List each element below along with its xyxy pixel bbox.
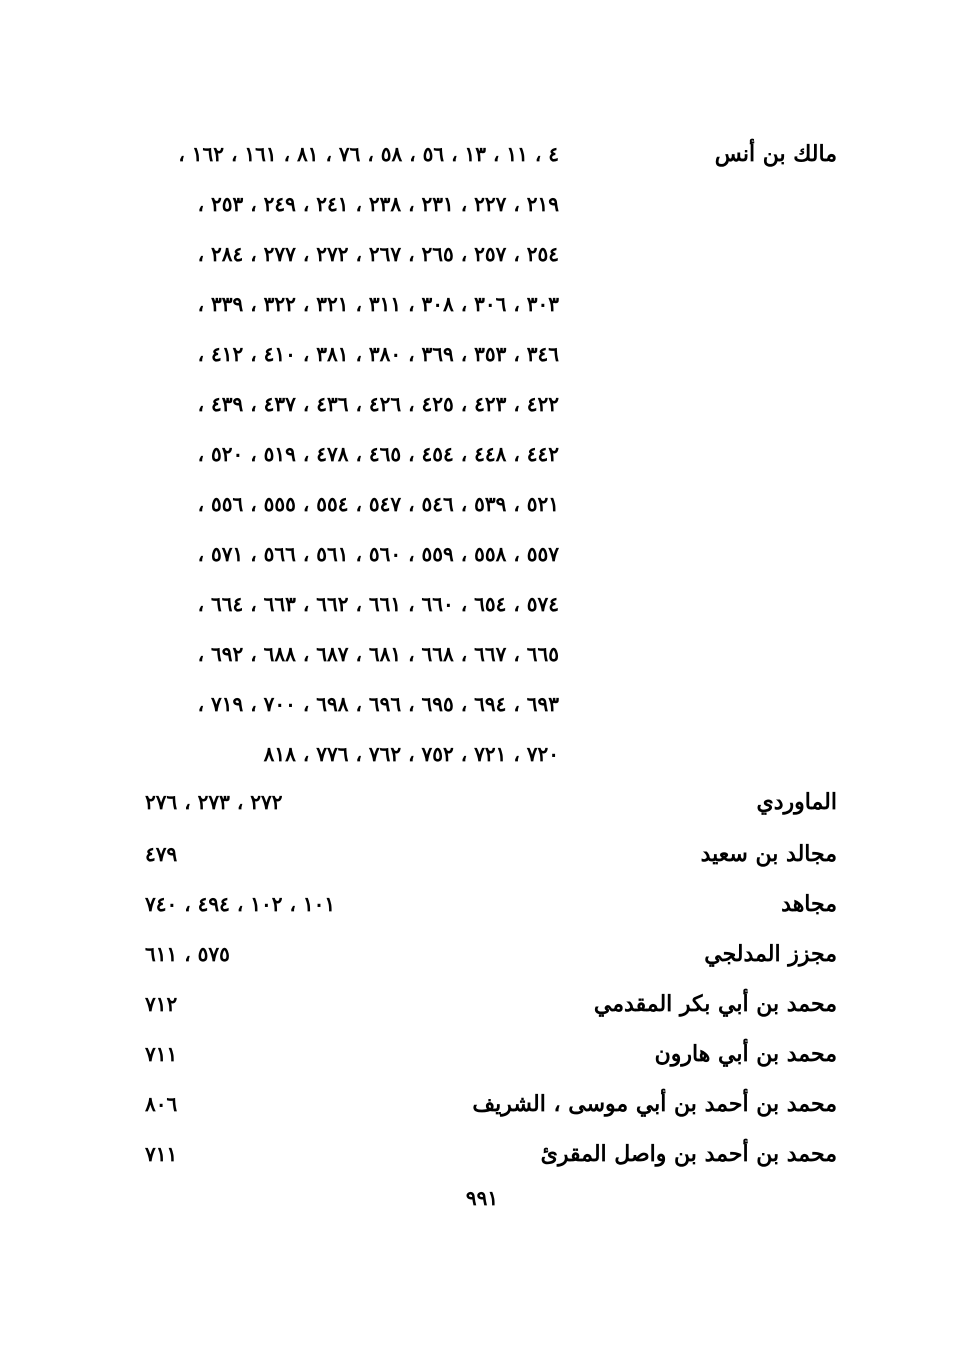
entry-references bbox=[145, 1089, 177, 1139]
reference-line: ٧١٢ bbox=[145, 992, 178, 1016]
entry-name: محمد بن أحمد بن واصل المقرئ bbox=[540, 1141, 837, 1167]
reference-line: ٤٤٢ ، ٤٤٨ ، ٤٥٤ ، ٤٦٥ ، ٤٧٨ ، ٥١٩ ، ٥٢٠ ، bbox=[197, 442, 559, 466]
reference-line: ٤ ، ١١ ، ١٣ ، ٥٦ ، ٥٨ ، ٧٦ ، ٨١ ، ١٦١ ، ١٦٢ ، bbox=[178, 142, 559, 166]
reference-line: ١٠١ ، ١٠٢ ، ٤٩٤ ، ٧٤٠ bbox=[145, 892, 336, 916]
entry-name: مالك بن أنس bbox=[714, 141, 837, 167]
reference-line: ٧١١ bbox=[145, 1142, 178, 1166]
reference-line: ٥٥٧ ، ٥٥٨ ، ٥٥٩ ، ٥٦٠ ، ٥٦١ ، ٥٦٦ ، ٥٧١ ، bbox=[197, 542, 559, 566]
reference-line: ٥٧٤ ، ٦٥٤ ، ٦٦٠ ، ٦٦١ ، ٦٦٢ ، ٦٦٣ ، ٦٦٤ ، bbox=[197, 592, 559, 616]
entry-references bbox=[145, 1039, 177, 1089]
reference-line: ٣٠٣ ، ٣٠٦ ، ٣٠٨ ، ٣١١ ، ٣٢١ ، ٣٢٢ ، ٣٣٩ ، bbox=[197, 292, 559, 316]
reference-line: ٤٧٩ bbox=[145, 842, 178, 866]
entry-references bbox=[145, 787, 282, 837]
entry-references bbox=[145, 1139, 177, 1189]
reference-line: ٢٧٢ ، ٢٧٣ ، ٢٧٦ bbox=[145, 790, 283, 814]
reference-line: ٧١١ bbox=[145, 1042, 178, 1066]
entry-name: مجاهد bbox=[781, 891, 837, 917]
entry-name: محمد بن أحمد بن أبي موسى ، الشريف bbox=[472, 1091, 837, 1117]
reference-line: ٦٩٣ ، ٦٩٤ ، ٦٩٥ ، ٦٩٦ ، ٦٩٨ ، ٧٠٠ ، ٧١٩ ، bbox=[197, 692, 559, 716]
reference-line: ٢١٩ ، ٢٢٧ ، ٢٣١ ، ٢٣٨ ، ٢٤١ ، ٢٤٩ ، ٢٥٣ ، bbox=[197, 192, 559, 216]
entry-name: مجالد بن سعيد bbox=[700, 841, 837, 867]
entry-name: الماوردي bbox=[756, 789, 837, 815]
entry-references bbox=[178, 139, 559, 789]
reference-line: ٥٧٥ ، ٦١١ bbox=[145, 942, 230, 966]
reference-line: ٣٤٦ ، ٣٥٣ ، ٣٦٩ ، ٣٨٠ ، ٣٨١ ، ٤١٠ ، ٤١٢ ، bbox=[197, 342, 559, 366]
reference-line: ٨٠٦ bbox=[145, 1092, 178, 1116]
reference-line: ٧٢٠ ، ٧٢١ ، ٧٥٢ ، ٧٦٢ ، ٧٧٦ ، ٨١٨ bbox=[263, 742, 559, 766]
reference-line: ٢٥٤ ، ٢٥٧ ، ٢٦٥ ، ٢٦٧ ، ٢٧٢ ، ٢٧٧ ، ٢٨٤ ، bbox=[197, 242, 559, 266]
entry-name: مجزز المدلجي bbox=[704, 941, 837, 967]
entry-references bbox=[145, 889, 335, 939]
entry-name: محمد بن أبي بكر المقدمي bbox=[593, 991, 837, 1017]
page-number: ٩٩١ bbox=[465, 1186, 499, 1210]
entry-name: محمد بن أبي هارون bbox=[654, 1041, 837, 1067]
reference-line: ٤٢٢ ، ٤٢٣ ، ٤٢٥ ، ٤٢٦ ، ٤٣٦ ، ٤٣٧ ، ٤٣٩ ، bbox=[197, 392, 559, 416]
entry-references bbox=[145, 839, 177, 889]
entry-references bbox=[145, 939, 230, 989]
reference-line: ٦٦٥ ، ٦٦٧ ، ٦٦٨ ، ٦٨١ ، ٦٨٧ ، ٦٨٨ ، ٦٩٢ ، bbox=[197, 642, 559, 666]
reference-line: ٥٢١ ، ٥٣٩ ، ٥٤٦ ، ٥٤٧ ، ٥٥٤ ، ٥٥٥ ، ٥٥٦ ، bbox=[197, 492, 559, 516]
entry-references bbox=[145, 989, 177, 1039]
